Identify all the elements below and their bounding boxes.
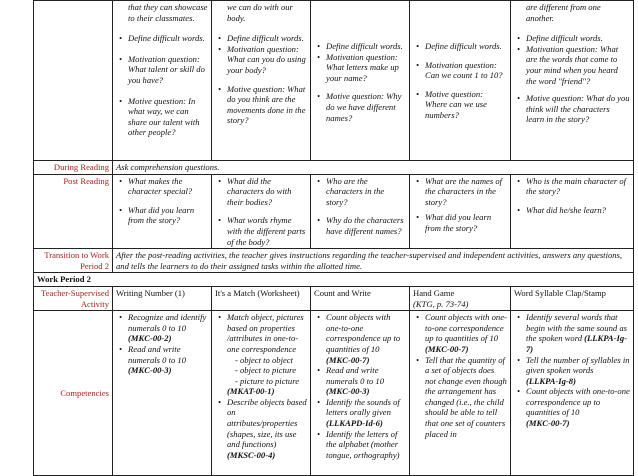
competency-text: Tell that the quantity of a set of objects does not change even though the arrangement has changed (i.e., the child should be able to tell that one set of counters placed in bbox=[425, 354, 507, 439]
lesson-plan-table bbox=[33, 0, 634, 476]
question-list bbox=[413, 41, 507, 121]
teacher-supervised-label-line1: Teacher-Supervised bbox=[41, 287, 109, 298]
story5-cell bbox=[511, 1, 634, 161]
competency-code: (MKSC-00-4) bbox=[227, 449, 276, 460]
competency-code: (MKC-00-3) bbox=[128, 365, 172, 376]
competency-text: Count objects with one-to-one correspondence up to quantities of 10 bbox=[526, 386, 630, 418]
competency-subitem: - picture to picture bbox=[235, 375, 300, 386]
story2-cell bbox=[212, 1, 311, 161]
list-item bbox=[413, 312, 507, 354]
list-item: • Who are the characters in the story? bbox=[314, 176, 406, 208]
competency-text: Count objects with one-to-one correspondence up to quantities of 10 bbox=[425, 312, 507, 344]
competency-text: Read and write numerals 0 to 10 bbox=[326, 365, 385, 386]
during-reading-text: Ask comprehension questions. bbox=[113, 161, 634, 175]
list-item: • Motive question: What do you think will the characters learn in the story? bbox=[514, 93, 630, 125]
question-list bbox=[116, 176, 208, 226]
competency-code: (LLKPA-Ig-8) bbox=[526, 375, 576, 386]
competency-list bbox=[314, 312, 406, 460]
list-item: • What did you learn from the story? bbox=[116, 205, 208, 226]
question-list bbox=[413, 176, 507, 234]
activity-cell: Writing Number (1) bbox=[113, 286, 212, 310]
continued-text: that they can showcase to their classmates. bbox=[128, 2, 208, 23]
activity-reference: (KTG, p. 73-74) bbox=[413, 298, 469, 309]
transition-label bbox=[34, 249, 113, 273]
post-reading-cell bbox=[511, 174, 634, 249]
list-item bbox=[116, 312, 208, 344]
list-item bbox=[514, 312, 630, 354]
list-item bbox=[514, 355, 630, 387]
list-item: • What makes the character special? bbox=[116, 176, 208, 197]
list-item: • Motive question: What do you think are the movements done in the story? bbox=[215, 84, 307, 126]
competency-list bbox=[215, 312, 307, 460]
list-item: • Motivation question: What can you do using your body? bbox=[215, 44, 307, 76]
list-item bbox=[215, 312, 307, 397]
post-reading-cell bbox=[212, 174, 311, 249]
list-item: • Motive question: Why do we have different names? bbox=[314, 91, 406, 123]
list-item: • Motivation question: Can we count 1 to 10? bbox=[413, 60, 507, 81]
list-item: • Define difficult words. bbox=[215, 33, 307, 44]
question-list bbox=[215, 33, 307, 126]
work-period-row bbox=[34, 273, 634, 287]
list-item: • Motive question: Where can we use numbers? bbox=[413, 89, 507, 121]
work-period-2-heading: Work Period 2 bbox=[34, 273, 634, 287]
competency-text: Identify the sounds of letters orally given bbox=[326, 396, 400, 418]
list-item: • Motivation question: What talent or skill do you have? bbox=[116, 54, 208, 86]
list-item: • What are the names of the characters in the story? bbox=[413, 176, 507, 208]
transition-text: After the post-reading activities, the teacher gives instructions regarding the teacher-supervised and independent activities, answers any questions, and tells the learners to do their assigned tasks within the allotted time. bbox=[113, 249, 634, 273]
competencies-label: Competencies bbox=[34, 311, 113, 476]
activity-title: Hand Game bbox=[413, 287, 455, 298]
competency-text: Describe objects based on attributes/properties (shapes, size, its use and functions) bbox=[227, 396, 307, 450]
list-item: • Define difficult words. bbox=[514, 33, 630, 44]
during-reading-label: During Reading bbox=[34, 161, 113, 175]
activity-cell: Count and Write bbox=[311, 286, 410, 310]
list-item bbox=[116, 344, 208, 376]
list-item: • Why do the characters have different names? bbox=[314, 215, 406, 236]
post-reading-row bbox=[34, 174, 634, 249]
teacher-supervised-label bbox=[34, 286, 113, 310]
continued-text: are different from one another. bbox=[526, 2, 601, 23]
competency-text: Recognize and identify numerals 0 to 10 bbox=[128, 312, 207, 333]
question-list bbox=[514, 33, 630, 125]
competency-code: (MKC-00-7) bbox=[526, 418, 570, 429]
competency-code: (LLKAPD-Id-6) bbox=[326, 418, 383, 429]
during-reading-row bbox=[34, 161, 634, 175]
competency-text: Count objects with one-to-one correspondence up to quantities of 10 bbox=[326, 312, 401, 354]
competency-text: Identify several words that begin with the same sound as the spoken word bbox=[526, 312, 627, 344]
competency-list bbox=[116, 312, 208, 376]
list-item: • Define difficult words. bbox=[314, 41, 406, 52]
list-item: • Motive question: In what way, we can share our talent with other people? bbox=[116, 96, 208, 138]
pre-reading-row bbox=[34, 1, 634, 161]
competency-code: (MKC-00-3) bbox=[326, 386, 370, 397]
post-reading-cell bbox=[410, 174, 511, 249]
list-item: • What did he/she learn? bbox=[514, 205, 630, 216]
post-reading-label: Post Reading bbox=[34, 174, 113, 249]
competency-code: (MKAT-00-1) bbox=[227, 386, 275, 397]
list-item: • Motivation question: What are the words that come to your mind when you heard the word "friend"? bbox=[514, 44, 630, 86]
list-item bbox=[314, 429, 406, 461]
list-item bbox=[314, 365, 406, 397]
activity-cell: Word Syllable Clap/Stamp bbox=[511, 286, 634, 310]
competency-text: Match object, pictures based on properties /attributes in one-to-one correspondence bbox=[227, 312, 304, 354]
competency-text: Identify the letters of the alphabet (mother tongue, orthography) bbox=[326, 428, 400, 460]
list-item: • What words rhyme with the different parts of the body? bbox=[215, 215, 307, 247]
list-item bbox=[314, 397, 406, 429]
pre-reading-label-cell bbox=[34, 1, 113, 161]
list-item: • Define difficult words. bbox=[413, 41, 507, 52]
teacher-supervised-row bbox=[34, 286, 634, 310]
competency-code: (MKC-00-7) bbox=[326, 354, 370, 365]
competency-list bbox=[413, 312, 507, 439]
list-item: • What did you learn from the story? bbox=[413, 212, 507, 233]
competency-subitem: - object to picture bbox=[235, 365, 297, 376]
continued-text: we can do with our body. bbox=[227, 2, 293, 23]
list-item: • What did the characters do with their bodies? bbox=[215, 176, 307, 208]
competency-subitem: - object to object bbox=[235, 354, 293, 365]
competency-code: (MKC-00-7) bbox=[425, 343, 469, 354]
list-item bbox=[413, 355, 507, 440]
post-reading-cell bbox=[113, 174, 212, 249]
transition-label-line2: Period 2 bbox=[80, 260, 109, 271]
list-item: • Who is the main character of the story? bbox=[514, 176, 630, 197]
question-list bbox=[514, 176, 630, 216]
post-reading-cell bbox=[311, 174, 410, 249]
list-item bbox=[514, 386, 630, 428]
question-list bbox=[314, 176, 406, 237]
transition-label-line1: Transition to Work bbox=[44, 250, 109, 261]
list-item: • Define difficult words. bbox=[116, 33, 208, 44]
question-list bbox=[314, 41, 406, 123]
competency-code: (MKC-00-2) bbox=[128, 333, 172, 344]
competency-text: Read and write numerals 0 to 10 bbox=[128, 343, 187, 365]
teacher-supervised-label-line2: Activity bbox=[80, 298, 109, 309]
story3-cell bbox=[311, 1, 410, 161]
story4-cell bbox=[410, 1, 511, 161]
activity-cell bbox=[410, 286, 511, 310]
list-item bbox=[314, 312, 406, 365]
question-list bbox=[116, 33, 208, 138]
competency-code: (LLKPA-Ig-7) bbox=[526, 333, 627, 354]
competency-text: Tell the number of syllables in given spoken words bbox=[526, 354, 630, 376]
list-item: • Motivation question: What letters make up your name? bbox=[314, 52, 406, 84]
transition-row bbox=[34, 249, 634, 273]
competency-list bbox=[514, 312, 630, 429]
activity-cell: It's a Match (Worksheet) bbox=[212, 286, 311, 310]
question-list bbox=[215, 176, 307, 248]
story1-cell bbox=[113, 1, 212, 161]
